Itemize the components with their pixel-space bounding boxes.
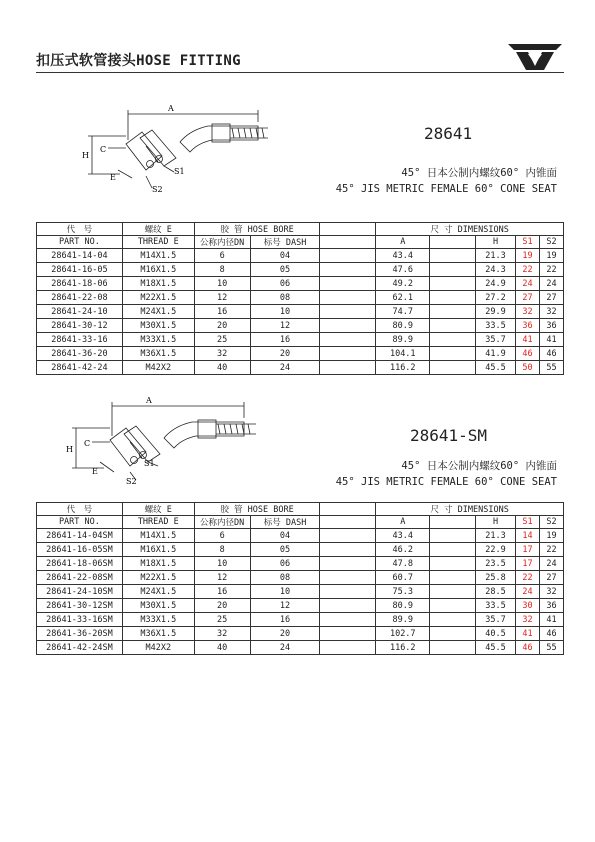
dash-cell: 10 bbox=[250, 585, 320, 599]
dn-cell: 8 bbox=[194, 543, 250, 557]
dim-h-cell: 33.5 bbox=[476, 319, 516, 333]
part-no-cell: 28641-24-10 bbox=[37, 305, 123, 319]
part-no-cell: 28641-14-04SM bbox=[37, 529, 123, 543]
blank-cell bbox=[320, 627, 376, 641]
header-hose: 胶 管 HOSE BORE bbox=[194, 503, 320, 516]
table-row bbox=[37, 599, 564, 613]
thread-cell: M16X1.5 bbox=[122, 263, 194, 277]
gap-cell bbox=[430, 347, 476, 361]
dim-a-cell: 74.7 bbox=[376, 305, 430, 319]
header-dash: 标号 DASH bbox=[250, 516, 320, 529]
header-dn: 公称内径DN bbox=[194, 236, 250, 249]
dim-h-cell: 21.3 bbox=[476, 249, 516, 263]
part-no-cell: 28641-16-05SM bbox=[37, 543, 123, 557]
thread-cell: M36X1.5 bbox=[122, 627, 194, 641]
dim-a-cell: 43.4 bbox=[376, 529, 430, 543]
dim-s1-cell: 22 bbox=[516, 263, 540, 277]
header-thread: 螺纹 E bbox=[122, 223, 194, 236]
dim-s1-cell: 17 bbox=[516, 543, 540, 557]
table-row bbox=[37, 529, 564, 543]
dim-s1-label: S1 bbox=[174, 167, 185, 176]
dn-cell: 10 bbox=[194, 277, 250, 291]
part-no-cell: 28641-42-24SM bbox=[37, 641, 123, 655]
header-h: H bbox=[476, 236, 516, 249]
spec-table-28641 bbox=[36, 222, 564, 375]
blank-cell bbox=[320, 529, 376, 543]
dim-a-cell: 89.9 bbox=[376, 333, 430, 347]
gap-cell bbox=[430, 305, 476, 319]
table-row bbox=[37, 557, 564, 571]
table-row bbox=[37, 305, 564, 319]
dim-a-cell: 102.7 bbox=[376, 627, 430, 641]
blank-cell bbox=[320, 319, 376, 333]
table-subheader-row bbox=[37, 236, 564, 249]
table-row bbox=[37, 613, 564, 627]
part-no-cell: 28641-22-08 bbox=[37, 291, 123, 305]
dn-cell: 12 bbox=[194, 291, 250, 305]
dim-s2-cell: 36 bbox=[539, 319, 563, 333]
header-part-no: PART NO. bbox=[37, 516, 123, 529]
dim-h-cell: 25.8 bbox=[476, 571, 516, 585]
dim-c-label: C bbox=[100, 145, 107, 154]
thread-cell: M18X1.5 bbox=[122, 277, 194, 291]
blank-cell bbox=[320, 557, 376, 571]
dim-a-cell: 116.2 bbox=[376, 361, 430, 375]
dn-cell: 16 bbox=[194, 305, 250, 319]
dn-cell: 8 bbox=[194, 263, 250, 277]
dim-s2-label: S2 bbox=[126, 477, 137, 486]
table-header-row bbox=[37, 503, 564, 516]
thread-cell: M22X1.5 bbox=[122, 291, 194, 305]
dim-s2-cell: 32 bbox=[539, 305, 563, 319]
dash-cell: 10 bbox=[250, 305, 320, 319]
header-blank bbox=[320, 223, 376, 236]
table-row bbox=[37, 571, 564, 585]
header-thread: 螺纹 E bbox=[122, 503, 194, 516]
dash-cell: 04 bbox=[250, 249, 320, 263]
dim-s1-cell: 32 bbox=[516, 613, 540, 627]
dash-cell: 08 bbox=[250, 291, 320, 305]
description-en: 45° JIS METRIC FEMALE 60° CONE SEAT bbox=[335, 476, 557, 488]
thread-cell: M16X1.5 bbox=[122, 543, 194, 557]
thread-cell: M42X2 bbox=[122, 641, 194, 655]
dn-cell: 6 bbox=[194, 249, 250, 263]
dn-cell: 25 bbox=[194, 333, 250, 347]
blank-cell bbox=[320, 347, 376, 361]
blank-cell bbox=[320, 641, 376, 655]
header-blank-2 bbox=[320, 236, 376, 249]
dim-s1-cell: 17 bbox=[516, 557, 540, 571]
header-thread-e: THREAD E bbox=[122, 516, 194, 529]
header-a: A bbox=[376, 236, 430, 249]
dim-s2-cell: 24 bbox=[539, 557, 563, 571]
dim-a-cell: 47.8 bbox=[376, 557, 430, 571]
dash-cell: 16 bbox=[250, 613, 320, 627]
dim-s1-cell: 41 bbox=[516, 333, 540, 347]
dim-c-label: C bbox=[84, 439, 91, 448]
thread-cell: M24X1.5 bbox=[122, 305, 194, 319]
dim-s2-cell: 19 bbox=[539, 249, 563, 263]
dash-cell: 05 bbox=[250, 263, 320, 277]
dim-h-cell: 35.7 bbox=[476, 613, 516, 627]
header-code: 代 号 bbox=[37, 223, 123, 236]
page-header bbox=[36, 44, 564, 74]
dash-cell: 20 bbox=[250, 627, 320, 641]
description-cn: 45° 日本公制内螺纹60° 内锥面 bbox=[401, 460, 557, 472]
header-gap bbox=[430, 516, 476, 529]
thread-cell: M30X1.5 bbox=[122, 319, 194, 333]
dim-s1-cell: 46 bbox=[516, 641, 540, 655]
part-code-2: 28641-SM bbox=[410, 426, 488, 445]
dim-h-label: H bbox=[82, 151, 89, 160]
table-row bbox=[37, 627, 564, 641]
thread-cell: M33X1.5 bbox=[122, 333, 194, 347]
dim-s1-cell: 14 bbox=[516, 529, 540, 543]
part-no-cell: 28641-36-20 bbox=[37, 347, 123, 361]
thread-cell: M30X1.5 bbox=[122, 599, 194, 613]
header-s1: S1 bbox=[516, 516, 540, 529]
dn-cell: 32 bbox=[194, 627, 250, 641]
header-rule bbox=[36, 72, 564, 73]
dim-s2-cell: 27 bbox=[539, 291, 563, 305]
header-dash: 标号 DASH bbox=[250, 236, 320, 249]
blank-cell bbox=[320, 585, 376, 599]
dim-a-cell: 43.4 bbox=[376, 249, 430, 263]
dash-cell: 12 bbox=[250, 319, 320, 333]
gap-cell bbox=[430, 613, 476, 627]
dim-h-cell: 24.9 bbox=[476, 277, 516, 291]
dash-cell: 16 bbox=[250, 333, 320, 347]
table-row bbox=[37, 543, 564, 557]
table-row bbox=[37, 333, 564, 347]
dn-cell: 32 bbox=[194, 347, 250, 361]
dim-a-cell: 46.2 bbox=[376, 543, 430, 557]
blank-cell bbox=[320, 599, 376, 613]
dim-a-cell: 62.1 bbox=[376, 291, 430, 305]
dim-s2-cell: 22 bbox=[539, 263, 563, 277]
gap-cell bbox=[430, 557, 476, 571]
dim-s1-cell: 27 bbox=[516, 291, 540, 305]
dim-h-cell: 21.3 bbox=[476, 529, 516, 543]
header-dimensions: 尺 寸 DIMENSIONS bbox=[376, 503, 564, 516]
dash-cell: 20 bbox=[250, 347, 320, 361]
dim-h-cell: 45.5 bbox=[476, 361, 516, 375]
dim-h-cell: 22.9 bbox=[476, 543, 516, 557]
dash-cell: 06 bbox=[250, 557, 320, 571]
part-no-cell: 28641-16-05 bbox=[37, 263, 123, 277]
gap-cell bbox=[430, 585, 476, 599]
dim-s1-cell: 24 bbox=[516, 585, 540, 599]
fitting-description-2 bbox=[336, 458, 557, 490]
gap-cell bbox=[430, 543, 476, 557]
table-row bbox=[37, 319, 564, 333]
dim-s2-cell: 46 bbox=[539, 347, 563, 361]
header-gap bbox=[430, 236, 476, 249]
thread-cell: M42X2 bbox=[122, 361, 194, 375]
dim-a-cell: 60.7 bbox=[376, 571, 430, 585]
header-blank bbox=[320, 503, 376, 516]
part-no-cell: 28641-30-12SM bbox=[37, 599, 123, 613]
dash-cell: 24 bbox=[250, 641, 320, 655]
dim-a-cell: 89.9 bbox=[376, 613, 430, 627]
dim-s2-cell: 27 bbox=[539, 571, 563, 585]
description-cn: 45° 日本公制内螺纹60° 内锥面 bbox=[401, 167, 557, 179]
fitting-drawing-28641-sm bbox=[64, 396, 274, 492]
dash-cell: 05 bbox=[250, 543, 320, 557]
blank-cell bbox=[320, 571, 376, 585]
part-no-cell: 28641-30-12 bbox=[37, 319, 123, 333]
part-code-1: 28641 bbox=[424, 124, 473, 143]
dim-s1-cell: 30 bbox=[516, 599, 540, 613]
dn-cell: 40 bbox=[194, 361, 250, 375]
dim-h-cell: 28.5 bbox=[476, 585, 516, 599]
table-row bbox=[37, 249, 564, 263]
dim-a-cell: 80.9 bbox=[376, 599, 430, 613]
gap-cell bbox=[430, 627, 476, 641]
dim-h-cell: 24.3 bbox=[476, 263, 516, 277]
table-row bbox=[37, 291, 564, 305]
dim-s2-label: S2 bbox=[152, 185, 163, 194]
dim-a-cell: 80.9 bbox=[376, 319, 430, 333]
table-row bbox=[37, 277, 564, 291]
blank-cell bbox=[320, 277, 376, 291]
part-no-cell: 28641-24-10SM bbox=[37, 585, 123, 599]
dash-cell: 12 bbox=[250, 599, 320, 613]
table-header-row bbox=[37, 223, 564, 236]
dim-s1-cell: 22 bbox=[516, 571, 540, 585]
gap-cell bbox=[430, 599, 476, 613]
dim-s2-cell: 22 bbox=[539, 543, 563, 557]
dim-a-cell: 116.2 bbox=[376, 641, 430, 655]
part-no-cell: 28641-22-08SM bbox=[37, 571, 123, 585]
table-row bbox=[37, 361, 564, 375]
dn-cell: 40 bbox=[194, 641, 250, 655]
thread-cell: M36X1.5 bbox=[122, 347, 194, 361]
table-row bbox=[37, 585, 564, 599]
blank-cell bbox=[320, 543, 376, 557]
dim-s2-cell: 55 bbox=[539, 361, 563, 375]
dim-s1-cell: 41 bbox=[516, 627, 540, 641]
blank-cell bbox=[320, 263, 376, 277]
dash-cell: 06 bbox=[250, 277, 320, 291]
table-row bbox=[37, 347, 564, 361]
dim-s2-cell: 19 bbox=[539, 529, 563, 543]
company-logo bbox=[506, 42, 564, 72]
header-dn: 公称内径DN bbox=[194, 516, 250, 529]
dim-h-cell: 27.2 bbox=[476, 291, 516, 305]
dim-a-cell: 75.3 bbox=[376, 585, 430, 599]
header-dimensions: 尺 寸 DIMENSIONS bbox=[376, 223, 564, 236]
dim-s2-cell: 36 bbox=[539, 599, 563, 613]
part-no-cell: 28641-18-06 bbox=[37, 277, 123, 291]
dim-s2-cell: 24 bbox=[539, 277, 563, 291]
dn-cell: 10 bbox=[194, 557, 250, 571]
dash-cell: 04 bbox=[250, 529, 320, 543]
dim-e-label: E bbox=[92, 467, 98, 476]
part-no-cell: 28641-36-20SM bbox=[37, 627, 123, 641]
description-en: 45° JIS METRIC FEMALE 60° CONE SEAT bbox=[335, 183, 557, 195]
header-h: H bbox=[476, 516, 516, 529]
spec-table-28641-sm bbox=[36, 502, 564, 655]
part-no-cell: 28641-14-04 bbox=[37, 249, 123, 263]
dim-h-cell: 40.5 bbox=[476, 627, 516, 641]
dim-a-label: A bbox=[146, 396, 152, 405]
header-s2: S2 bbox=[539, 516, 563, 529]
blank-cell bbox=[320, 305, 376, 319]
dn-cell: 6 bbox=[194, 529, 250, 543]
dim-s2-cell: 46 bbox=[539, 627, 563, 641]
thread-cell: M22X1.5 bbox=[122, 571, 194, 585]
header-s2: S2 bbox=[539, 236, 563, 249]
fitting-description-1 bbox=[336, 165, 557, 197]
dim-a-cell: 47.6 bbox=[376, 263, 430, 277]
part-no-cell: 28641-33-16 bbox=[37, 333, 123, 347]
dim-a-cell: 49.2 bbox=[376, 277, 430, 291]
table-row bbox=[37, 641, 564, 655]
header-blank-2 bbox=[320, 516, 376, 529]
gap-cell bbox=[430, 319, 476, 333]
gap-cell bbox=[430, 361, 476, 375]
dim-h-label: H bbox=[66, 445, 73, 454]
dash-cell: 24 bbox=[250, 361, 320, 375]
dim-s2-cell: 41 bbox=[539, 613, 563, 627]
blank-cell bbox=[320, 291, 376, 305]
dim-a-cell: 104.1 bbox=[376, 347, 430, 361]
page-title: 扣压式软管接头HOSE FITTING bbox=[36, 53, 241, 69]
header-part-no: PART NO. bbox=[37, 236, 123, 249]
blank-cell bbox=[320, 613, 376, 627]
dim-s1-cell: 32 bbox=[516, 305, 540, 319]
dim-h-cell: 23.5 bbox=[476, 557, 516, 571]
blank-cell bbox=[320, 333, 376, 347]
dash-cell: 08 bbox=[250, 571, 320, 585]
dn-cell: 12 bbox=[194, 571, 250, 585]
thread-cell: M33X1.5 bbox=[122, 613, 194, 627]
thread-cell: M14X1.5 bbox=[122, 529, 194, 543]
blank-cell bbox=[320, 361, 376, 375]
header-thread-e: THREAD E bbox=[122, 236, 194, 249]
dn-cell: 20 bbox=[194, 599, 250, 613]
dn-cell: 16 bbox=[194, 585, 250, 599]
dim-s2-cell: 41 bbox=[539, 333, 563, 347]
dim-s1-cell: 46 bbox=[516, 347, 540, 361]
blank-cell bbox=[320, 249, 376, 263]
gap-cell bbox=[430, 277, 476, 291]
part-no-cell: 28641-18-06SM bbox=[37, 557, 123, 571]
gap-cell bbox=[430, 249, 476, 263]
dim-s1-cell: 19 bbox=[516, 249, 540, 263]
header-a: A bbox=[376, 516, 430, 529]
table-subheader-row bbox=[37, 516, 564, 529]
dim-s1-cell: 24 bbox=[516, 277, 540, 291]
dim-s1-label: S1 bbox=[144, 459, 155, 468]
gap-cell bbox=[430, 641, 476, 655]
dim-s2-cell: 32 bbox=[539, 585, 563, 599]
dim-s1-cell: 50 bbox=[516, 361, 540, 375]
part-no-cell: 28641-33-16SM bbox=[37, 613, 123, 627]
gap-cell bbox=[430, 571, 476, 585]
dim-h-cell: 35.7 bbox=[476, 333, 516, 347]
gap-cell bbox=[430, 333, 476, 347]
header-s1: S1 bbox=[516, 236, 540, 249]
dn-cell: 20 bbox=[194, 319, 250, 333]
dim-e-label: E bbox=[110, 173, 116, 182]
gap-cell bbox=[430, 263, 476, 277]
thread-cell: M18X1.5 bbox=[122, 557, 194, 571]
header-code: 代 号 bbox=[37, 503, 123, 516]
dim-h-cell: 41.9 bbox=[476, 347, 516, 361]
fitting-drawing-28641 bbox=[80, 100, 290, 196]
table-row bbox=[37, 263, 564, 277]
dim-h-cell: 29.9 bbox=[476, 305, 516, 319]
dim-a-label: A bbox=[168, 104, 174, 113]
part-no-cell: 28641-42-24 bbox=[37, 361, 123, 375]
dim-s1-cell: 36 bbox=[516, 319, 540, 333]
thread-cell: M14X1.5 bbox=[122, 249, 194, 263]
thread-cell: M24X1.5 bbox=[122, 585, 194, 599]
gap-cell bbox=[430, 529, 476, 543]
gap-cell bbox=[430, 291, 476, 305]
header-hose: 胶 管 HOSE BORE bbox=[194, 223, 320, 236]
dim-h-cell: 33.5 bbox=[476, 599, 516, 613]
dim-h-cell: 45.5 bbox=[476, 641, 516, 655]
dn-cell: 25 bbox=[194, 613, 250, 627]
dim-s2-cell: 55 bbox=[539, 641, 563, 655]
